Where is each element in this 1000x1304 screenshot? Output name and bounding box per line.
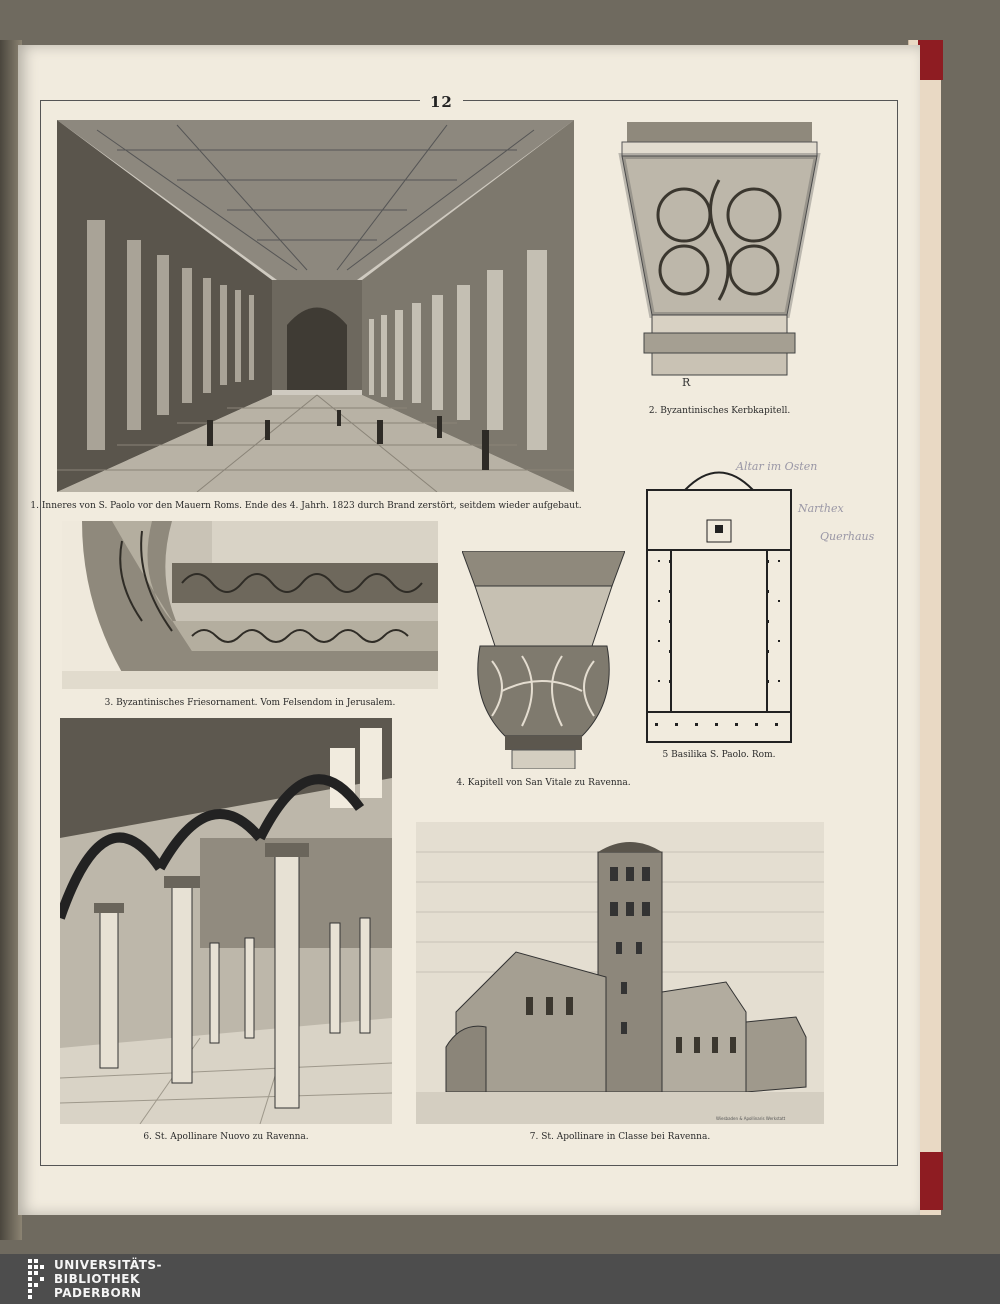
engraver-credit: Wiesbaden & Apollinaris Werkstatt <box>716 1116 786 1121</box>
figure-7-caption: 7. St. Apollinare in Classe bei Ravenna. <box>529 1132 711 1142</box>
library-logo-icon <box>26 1257 48 1301</box>
figure-1-basilica-interior <box>57 120 574 492</box>
figure-5-caption: 5 Basilika S. Paolo. Rom. <box>662 750 776 760</box>
figure-6-apollinare-nuovo <box>60 718 392 1124</box>
binding-corner-top <box>918 40 943 80</box>
figure-1-caption: 1. Inneres von S. Paolo vor den Mauern Roms. Ende des 4. Jahrh. 1823 durch Brand zerstört, seitdem wieder aufgebaut. <box>30 501 582 511</box>
figure-3-frieze <box>62 521 438 689</box>
handwritten-note-2: Narthex <box>798 502 844 515</box>
page-number: 12 <box>420 93 463 111</box>
figure-3-caption: 3. Byzantinisches Friesornament. Vom Felsendom in Jerusalem. <box>104 698 396 708</box>
library-name-line-2: BIBLIOTHEK <box>54 1272 140 1286</box>
figure-5-floor-plan <box>645 465 793 750</box>
library-name-line-3: PADERBORN <box>54 1286 142 1300</box>
figure-2-capital <box>612 120 827 390</box>
binding-corner-bottom <box>918 1152 943 1210</box>
figure-6-caption: 6. St. Apollinare Nuovo zu Ravenna. <box>143 1132 309 1142</box>
handwritten-note-3: Querhaus <box>820 530 875 543</box>
figure-4-capital <box>462 551 625 769</box>
handwritten-note-1: Altar im Osten <box>736 460 818 473</box>
figure-7-apollinare-classe <box>416 822 824 1124</box>
figure-4-caption: 4. Kapitell von San Vitale zu Ravenna. <box>456 778 631 788</box>
figure-2-caption: 2. Byzantinisches Kerbkapitell. <box>648 406 791 416</box>
library-name-line-1: UNIVERSITÄTS- <box>54 1258 163 1272</box>
engraver-signature: R <box>682 376 691 389</box>
